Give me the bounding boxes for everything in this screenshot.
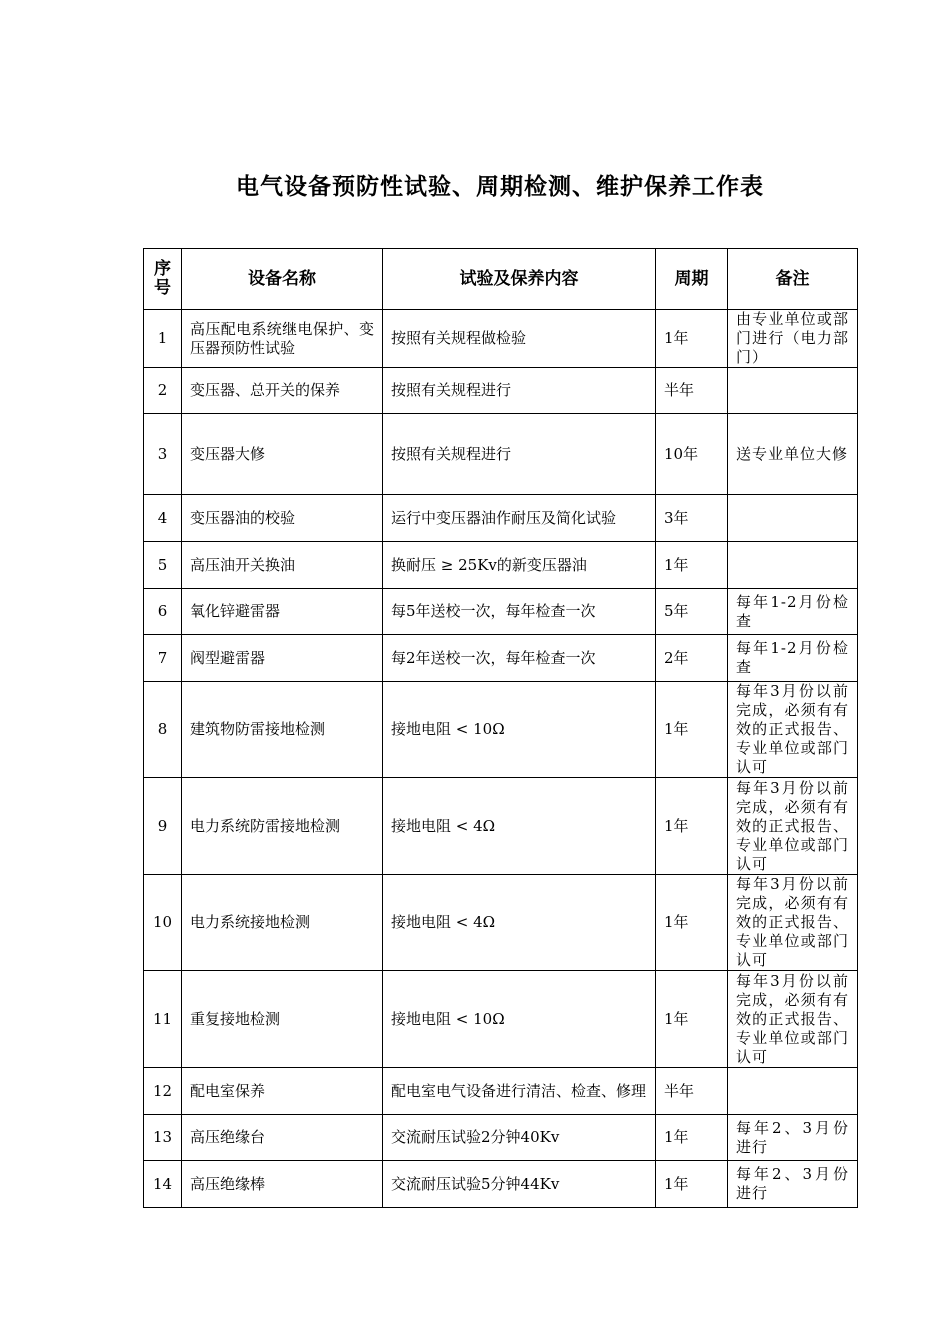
row-content: 运行中变压器油作耐压及简化试验 (383, 495, 656, 542)
row-content: 按照有关规程进行 (383, 414, 656, 495)
table-row (144, 971, 858, 1068)
table-row (144, 310, 858, 368)
table-row (144, 542, 858, 589)
table-row (144, 414, 858, 495)
row-content: 每2年送校一次，每年检查一次 (383, 635, 656, 682)
table-row (144, 589, 858, 635)
row-equipment: 电力系统防雷接地检测 (182, 778, 383, 875)
row-equipment: 变压器大修 (182, 414, 383, 495)
row-period: 3年 (656, 495, 728, 542)
row-index: 10 (144, 875, 182, 971)
row-note: 每年2、3月份进行 (728, 1161, 858, 1208)
table-row (144, 778, 858, 875)
table-row (144, 1115, 858, 1161)
header-content: 试验及保养内容 (383, 249, 656, 310)
row-period: 1年 (656, 875, 728, 971)
row-index: 4 (144, 495, 182, 542)
table-row (144, 682, 858, 778)
row-note (728, 542, 858, 589)
row-period: 1年 (656, 542, 728, 589)
row-period: 1年 (656, 1161, 728, 1208)
row-content: 每5年送校一次，每年检查一次 (383, 589, 656, 635)
header-index: 序号 (144, 249, 182, 310)
row-content: 接地电阻 < 4Ω (383, 875, 656, 971)
row-content: 接地电阻 < 10Ω (383, 971, 656, 1068)
row-period: 10年 (656, 414, 728, 495)
header-note: 备注 (728, 249, 858, 310)
row-index: 12 (144, 1068, 182, 1115)
table-row (144, 635, 858, 682)
row-note: 每年3月份以前完成，必须有有效的正式报告、专业单位或部门认可 (728, 971, 858, 1068)
row-note: 每年3月份以前完成，必须有有效的正式报告、专业单位或部门认可 (728, 875, 858, 971)
row-period: 半年 (656, 368, 728, 414)
row-period: 5年 (656, 589, 728, 635)
row-index: 6 (144, 589, 182, 635)
row-index: 9 (144, 778, 182, 875)
page-title: 电气设备预防性试验、周期检测、维护保养工作表 (236, 173, 764, 200)
row-equipment: 高压绝缘棒 (182, 1161, 383, 1208)
row-content: 配电室电气设备进行清洁、检查、修理 (383, 1068, 656, 1115)
row-content: 接地电阻 < 10Ω (383, 682, 656, 778)
row-equipment: 电力系统接地检测 (182, 875, 383, 971)
row-period: 2年 (656, 635, 728, 682)
maintenance-table (143, 248, 858, 1208)
row-content: 接地电阻 < 4Ω (383, 778, 656, 875)
row-equipment: 建筑物防雷接地检测 (182, 682, 383, 778)
row-index: 11 (144, 971, 182, 1068)
row-period: 1年 (656, 682, 728, 778)
table-row (144, 875, 858, 971)
row-note (728, 1068, 858, 1115)
table-header-row (144, 249, 858, 310)
row-index: 14 (144, 1161, 182, 1208)
table-row (144, 368, 858, 414)
row-equipment: 氧化锌避雷器 (182, 589, 383, 635)
header-name: 设备名称 (182, 249, 383, 310)
row-note: 每年1-2月份检查 (728, 635, 858, 682)
row-note: 送专业单位大修 (728, 414, 858, 495)
row-index: 2 (144, 368, 182, 414)
row-content: 换耐压 ≥ 25Kv的新变压器油 (383, 542, 656, 589)
row-note: 每年2、3月份进行 (728, 1115, 858, 1161)
row-period: 1年 (656, 971, 728, 1068)
row-equipment: 配电室保养 (182, 1068, 383, 1115)
header-period: 周期 (656, 249, 728, 310)
row-note (728, 495, 858, 542)
row-index: 7 (144, 635, 182, 682)
row-note: 每年3月份以前完成，必须有有效的正式报告、专业单位或部门认可 (728, 778, 858, 875)
table-row (144, 1161, 858, 1208)
row-content: 交流耐压试验5分钟44Kv (383, 1161, 656, 1208)
row-index: 3 (144, 414, 182, 495)
row-equipment: 高压绝缘台 (182, 1115, 383, 1161)
row-note: 每年3月份以前完成，必须有有效的正式报告、专业单位或部门认可 (728, 682, 858, 778)
row-period: 1年 (656, 310, 728, 368)
row-index: 8 (144, 682, 182, 778)
row-index: 5 (144, 542, 182, 589)
table-row (144, 495, 858, 542)
row-equipment: 高压油开关换油 (182, 542, 383, 589)
row-content: 按照有关规程进行 (383, 368, 656, 414)
row-index: 1 (144, 310, 182, 368)
row-index: 13 (144, 1115, 182, 1161)
row-content: 按照有关规程做检验 (383, 310, 656, 368)
row-equipment: 变压器油的校验 (182, 495, 383, 542)
row-equipment: 阀型避雷器 (182, 635, 383, 682)
row-equipment: 高压配电系统继电保护、变压器预防性试验 (182, 310, 383, 368)
row-note: 每年1-2月份检查 (728, 589, 858, 635)
row-equipment: 重复接地检测 (182, 971, 383, 1068)
row-content: 交流耐压试验2分钟40Kv (383, 1115, 656, 1161)
row-note: 由专业单位或部门进行（电力部门） (728, 310, 858, 368)
row-period: 1年 (656, 1115, 728, 1161)
row-period: 1年 (656, 778, 728, 875)
row-period: 半年 (656, 1068, 728, 1115)
table-row (144, 1068, 858, 1115)
row-note (728, 368, 858, 414)
row-equipment: 变压器、总开关的保养 (182, 368, 383, 414)
